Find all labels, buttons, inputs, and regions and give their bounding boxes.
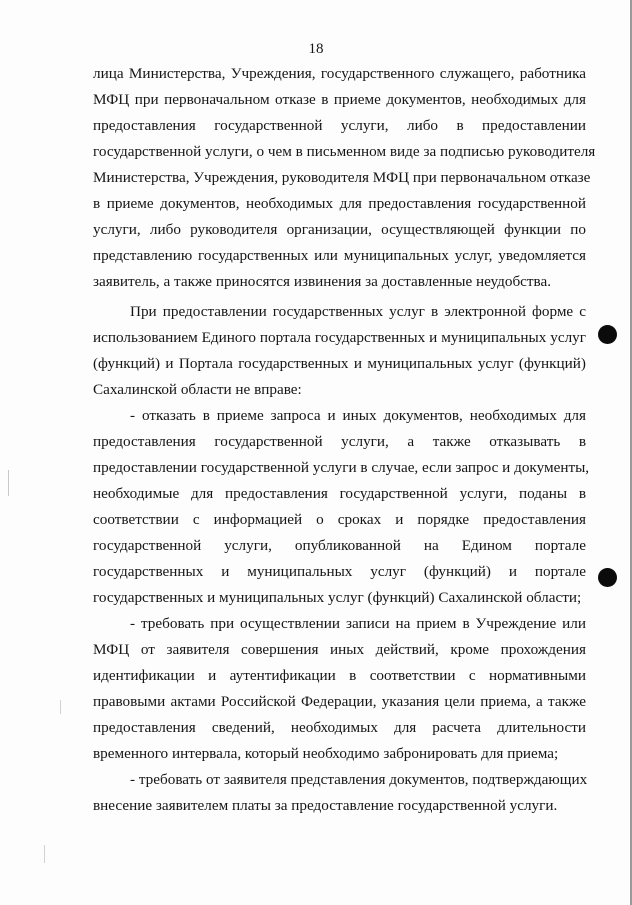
text-line: Сахалинской области не вправе: <box>93 381 302 398</box>
text-line: правовыми актами Российской Федерации, указания цели приема, а также <box>93 693 586 710</box>
text-line: государственных и муниципальных услуг (функций) и портале <box>93 563 586 580</box>
scan-artifact <box>60 700 61 714</box>
text-line: идентификации и аутентификации в соответствии с нормативными <box>93 667 586 684</box>
text-line: соответствии с информацией о сроках и порядке предоставления <box>93 511 586 528</box>
punch-hole <box>598 325 617 344</box>
text-line: предоставления сведений, необходимых для расчета длительности <box>93 719 586 736</box>
text-line: услуги, либо руководителя организации, осуществляющей функции по <box>93 221 586 238</box>
text-line: государственной услуги, опубликованной на Едином портале <box>93 537 586 554</box>
text-line: МФЦ при первоначальном отказе в приеме документов, необходимых для <box>93 91 586 108</box>
text-line: государственных и муниципальных услуг (функций) Сахалинской области; <box>93 589 582 606</box>
text-line: предоставления государственной услуги, либо в предоставлении <box>93 117 586 134</box>
text-line: - требовать при осуществлении записи на прием в Учреждение или <box>130 615 586 632</box>
text-line: заявитель, а также приносятся извинения за доставленные неудобства. <box>93 273 552 290</box>
scan-artifact <box>8 470 9 496</box>
text-line: представлению государственных или муниципальных услуг, уведомляется <box>93 247 586 264</box>
text-line: (функций) и Портала государственных и муниципальных услуг (функций) <box>93 355 586 372</box>
text-line: государственной услуги, о чем в письменном виде за подписью руководителя <box>93 143 596 160</box>
text-line: внесение заявителем платы за предоставление государственной услуги. <box>93 797 558 814</box>
text-line: При предоставлении государственных услуг в электронной форме с <box>130 303 586 320</box>
text-line: МФЦ от заявителя совершения иных действий, кроме прохождения <box>93 641 586 658</box>
text-line: - требовать от заявителя представления документов, подтверждающих <box>130 771 588 788</box>
page-number: 18 <box>308 41 324 57</box>
text-line: - отказать в приеме запроса и иных документов, необходимых для <box>130 407 586 424</box>
text-line: предоставлении государственной услуги в случае, если запрос и документы, <box>93 459 590 476</box>
text-line: Министерства, Учреждения, руководителя МФЦ при первоначальном отказе <box>93 169 591 186</box>
scan-artifact <box>44 845 45 863</box>
text-line: временного интервала, который необходимо забронировать для приема; <box>93 745 559 762</box>
text-line: лица Министерства, Учреждения, государственного служащего, работника <box>93 65 586 82</box>
text-line: в приеме документов, необходимых для предоставления государственной <box>93 195 586 212</box>
text-line: использованием Единого портала государственных и муниципальных услуг <box>93 329 586 346</box>
punch-hole <box>598 568 617 587</box>
text-line: необходимые для предоставления государственной услуги, поданы в <box>93 485 586 502</box>
text-line: предоставления государственной услуги, а также отказывать в <box>93 433 586 450</box>
